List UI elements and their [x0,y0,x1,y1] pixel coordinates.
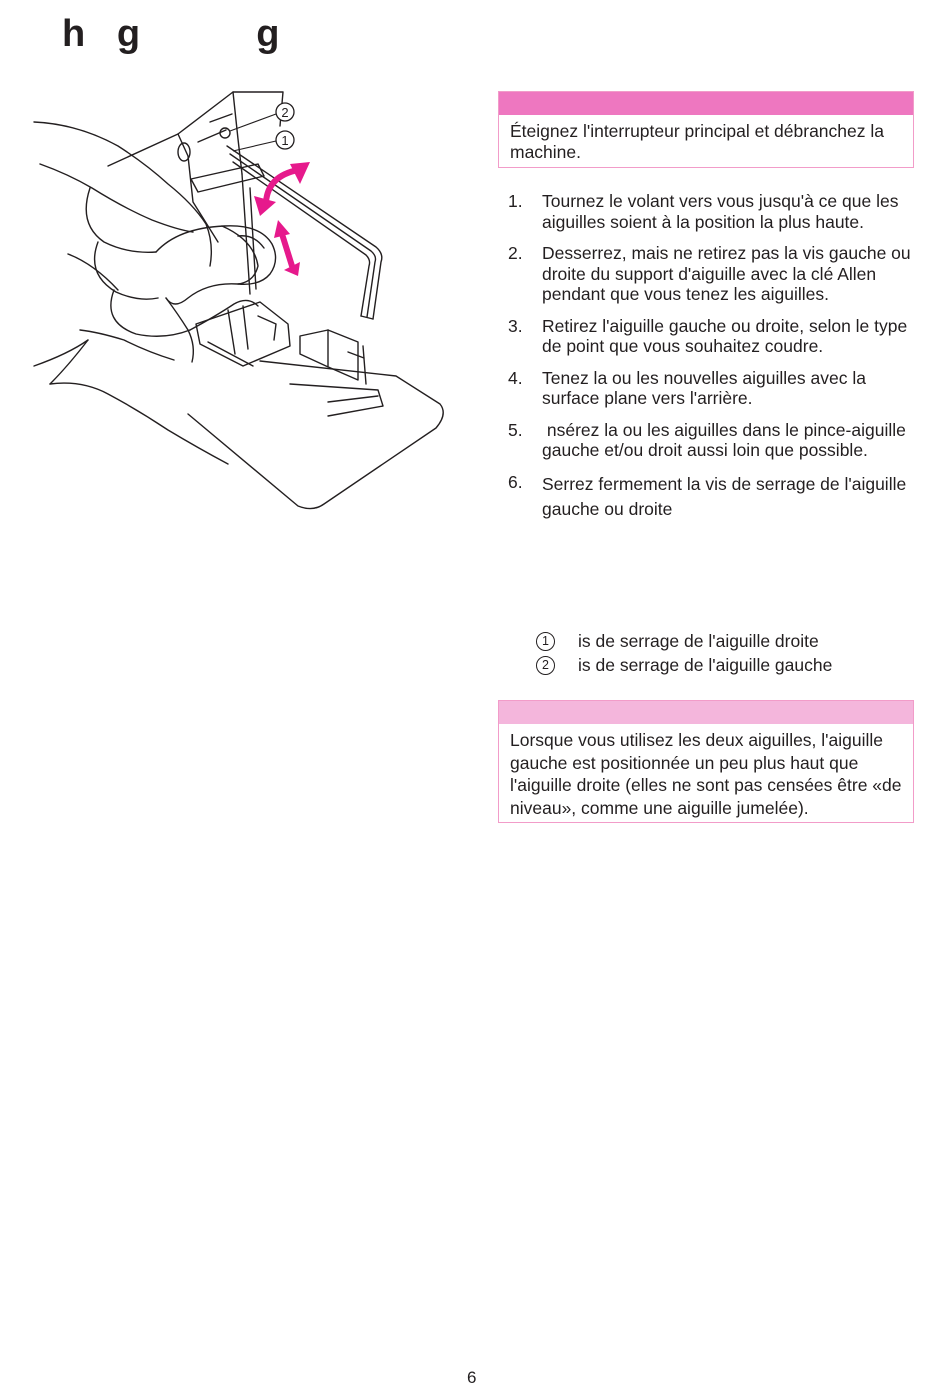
list-item [508,472,920,522]
steps-list [508,191,920,533]
list-item [508,368,920,409]
step-text: Desserrez, mais ne retirez pas la vis gauche ou droite du support d'aiguille avec la clé Allen pendant que vous tenez les aiguilles. [542,243,911,304]
warning-box [498,91,914,168]
list-item [508,420,920,461]
step-text: Serrez fermement la vis de serrage de l'aiguille gauche ou droite [542,473,907,519]
legend-item [536,653,832,677]
legend-item [536,629,832,653]
step-number: 1. [508,191,523,211]
note-bar [499,701,913,724]
step-number: 6. [508,471,523,492]
page-heading: h g g [62,13,280,55]
callout-2: 2 [281,105,289,120]
step-text: Retirez l'aiguille gauche ou droite, selon le type de point que vous souhaitez coudre. [542,315,908,356]
legend-text: is de serrage de l'aiguille gauche [578,655,833,675]
warning-bar [499,92,913,115]
step-text: nsérez la ou les aiguilles dans le pince-aiguille gauche et/ou droit aussi loin que possible. [542,419,911,460]
step-number: 3. [508,315,523,336]
warning-text: Éteignez l'interrupteur principal et débranchez la machine. [510,121,884,162]
list-item [508,191,920,232]
legend-marker: 1 [536,632,555,651]
legend-text: is de serrage de l'aiguille droite [578,631,819,651]
legend-marker: 2 [536,656,555,675]
legend-list [536,629,832,677]
step-text: Tenez la ou les nouvelles aiguilles avec la surface plane vers l'arrière. [542,367,866,408]
step-text: Tournez le volant vers vous jusqu'à ce que les aiguilles soient à la position la plus haute. [542,191,899,232]
list-item [508,316,920,357]
page-number: 6 [467,1368,477,1387]
note-text: Lorsque vous utilisez les deux aiguilles, l'aiguille gauche est positionnée un peu plus haut que l'aiguille droite (elles ne sont pas censées être «de niveau», comme une aiguille jumelée). [510,730,902,818]
step-number: 5. [508,419,523,440]
needle-change-illustration [28,84,458,524]
note-box [498,700,914,823]
list-item [508,243,920,305]
up-down-arrow-icon [282,234,292,266]
step-number: 4. [508,367,523,388]
callout-1: 1 [281,133,289,148]
step-number: 2. [508,243,523,263]
